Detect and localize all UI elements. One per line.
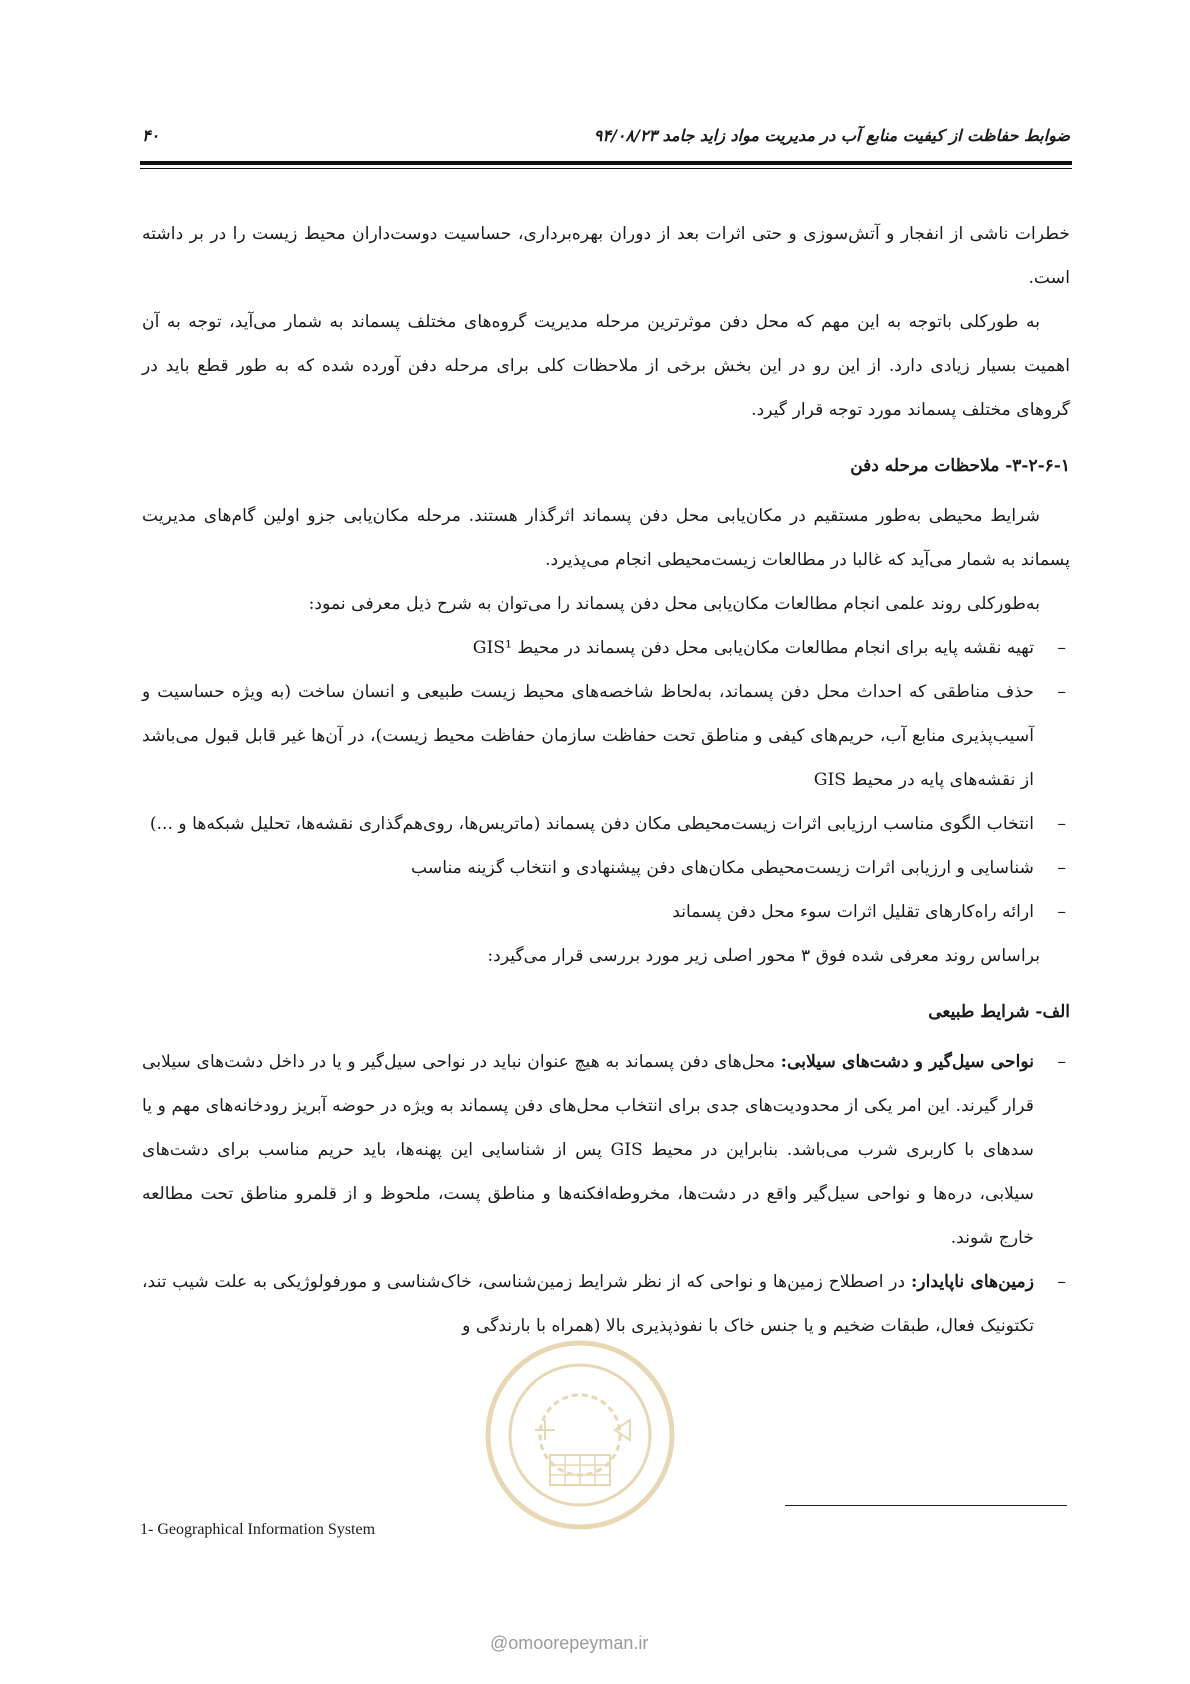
paragraph: به طورکلی باتوجه به این مهم که محل دفن موثرترین مرحله مدیریت گروه‌های مختلف پسماند به شمار می‌آید، توجه به آن اهمیت بسیار زیادی دارد. از این رو در این بخش برخی از ملاحظات کلی برای مرحله دفن آورده شده که به طور قطع باید در گروهای مختلف پسماند مورد توجه قرار گیرد. — [142, 312, 1070, 420]
list-item — [142, 1040, 1070, 1260]
seal-stamp-icon — [480, 1335, 680, 1535]
paragraph: خطرات ناشی از انفجار و آتش‌سوزی و حتی اثرات بعد از دوران بهره‌برداری، حساسیت دوست‌داران محیط زیست را در بر داشته است. — [142, 224, 1070, 288]
list-item-text: انتخاب الگوی مناسب ارزیابی اثرات زیست‌محیطی مکان دفن پسماند (ماتریس‌ها، روی‌هم‌گذاری نقشه‌ها، تحلیل شبکه‌ها و ...) — [149, 814, 1034, 834]
footnote: 1- Geographical Information System — [140, 1521, 376, 1538]
running-header — [142, 126, 1070, 150]
header-rule-thin — [140, 168, 1072, 169]
dash-icon: – — [1057, 858, 1066, 878]
bullet-list — [142, 1040, 1070, 1348]
dash-icon: – — [1057, 902, 1066, 922]
dash-icon: – — [1057, 1272, 1066, 1292]
dash-icon: – — [1057, 1052, 1066, 1072]
list-item — [142, 890, 1070, 934]
bullet-list — [142, 626, 1070, 934]
section-heading: ۳-۲-۶-۱- ملاحظات مرحله دفن — [850, 456, 1070, 476]
header-rule-thick — [140, 161, 1072, 165]
footnote-rule — [785, 1505, 1067, 1506]
list-item-text: تهیه نقشه پایه برای انجام مطالعات مکان‌یابی محل دفن پسماند در محیط GIS¹ — [472, 638, 1034, 658]
list-item-text: ارائه راه‌کارهای تقلیل اثرات سوء محل دفن پسماند — [672, 902, 1034, 922]
dash-icon: – — [1057, 814, 1066, 834]
list-intro: به‌طورکلی روند علمی انجام مطالعات مکان‌یابی محل دفن پسماند را می‌توان به شرح ذیل معرفی نمود: — [308, 594, 1040, 614]
list-item-text: در اصطلاح زمین‌ها و نواحی که از نظر شرایط زمین‌شناسی، خاک‌شناسی و مورفولوژیکی به علت شیب تند، تکتونیک فعال، طبقات ضخیم و یا جنس خاک با نفوذپذیری بالا (همراه با بارندگی و — [142, 1272, 1034, 1336]
list-item-term: نواحی سیل‌گیر و دشت‌های سیلابی: — [780, 1052, 1035, 1072]
paragraph: شرایط محیطی به‌طور مستقیم در مکان‌یابی محل دفن پسماند اثرگذار هستند. مرحله مکان‌یابی جزو اولین گام‌های مدیریت پسماند به شمار می‌آید که غالبا در مطالعات زیست‌محیطی انجام می‌پذیرد. — [142, 506, 1070, 570]
dash-icon: – — [1057, 638, 1066, 658]
list-item-term: زمین‌های ناپایدار: — [910, 1272, 1035, 1292]
section-heading: الف- شرایط طبیعی — [928, 1002, 1070, 1022]
body-text — [142, 212, 1070, 1348]
list-item-text: محل‌های دفن پسماند به هیچ عنوان نباید در نواحی سیل‌گیر و یا در داخل دشت‌های سیلابی قرار گیرند. این امر یکی از محدودیت‌های جدی برای انتخاب محل‌های دفن پسماند به ویژه در حوضه آبریز رودخانه‌های مهم و یا سدهای با کاربری شرب می‌باشد. بنابراین در محیط GIS پس از شناسایی این پهنه‌ها، باید حریم مناسب برای دشت‌های سیلابی، دره‌ها و نواحی سیل‌گیر واقع در دشت‌ها، مخروطه‌افکنه‌ها و مناطق پست، ملحوظ و از قلمرو مناطق تحت مطالعه خارج شوند. — [142, 1052, 1034, 1248]
page-number: ۴۰ — [142, 126, 160, 145]
header-title: ضوابط حفاظت از کیفیت منابع آب در مدیریت مواد زاید جامد ۹۴/۰۸/۲۳ — [593, 126, 1070, 145]
dash-icon: – — [1057, 682, 1066, 702]
list-item — [142, 846, 1070, 890]
paragraph: براساس روند معرفی شده فوق ۳ محور اصلی زیر مورد بررسی قرار می‌گیرد: — [487, 946, 1040, 966]
list-item — [142, 802, 1070, 846]
list-item — [142, 670, 1070, 802]
list-item — [142, 626, 1070, 670]
list-item-text: حذف مناطقی که احداث محل دفن پسماند، به‌لحاظ شاخصه‌های محیط زیست طبیعی و انسان ساخت (به ویژه حساسیت و آسیب‌پذیری منابع آب، حریم‌های کیفی و مناطق تحت حفاظت سازمان حفاظت محیط زیست)، در آن‌ها غیر قابل قبول می‌باشد از نقشه‌های پایه در محیط GIS — [142, 682, 1034, 790]
watermark: @omoorepeyman.ir — [490, 1633, 649, 1653]
list-item-text: شناسایی و ارزیابی اثرات زیست‌محیطی مکان‌های دفن پیشنهادی و انتخاب گزینه مناسب — [410, 858, 1034, 878]
